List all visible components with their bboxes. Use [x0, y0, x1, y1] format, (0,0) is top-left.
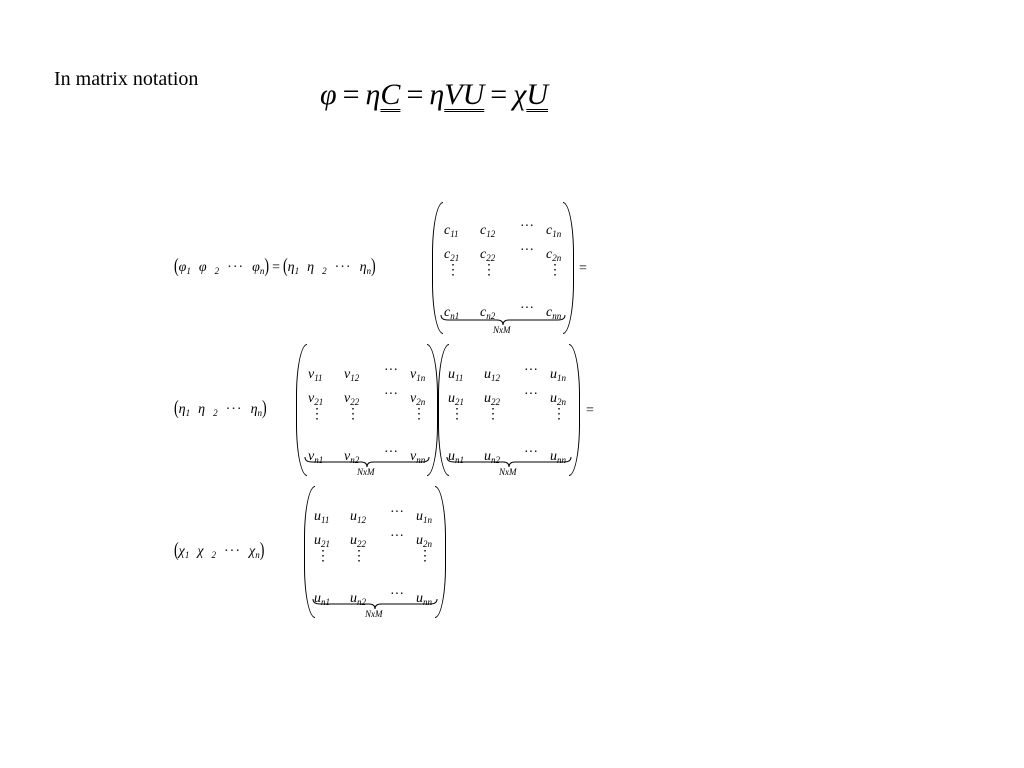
section-heading: In matrix notation	[54, 68, 199, 90]
matrix-element: $u_{2n}$	[416, 533, 432, 549]
matrix-vdots: ⋮	[486, 407, 500, 422]
matrix-element: $u_{1n}$	[416, 509, 432, 525]
matrix-element: $u_{1n}$	[550, 367, 566, 383]
matrix-element: $c_{2n}$	[546, 247, 562, 263]
matrix-element: $u_{n2}$	[484, 449, 500, 465]
matrix-element: $c_{11}$	[444, 223, 459, 239]
matrix-cdots: ···	[390, 505, 404, 520]
equals-sign: =	[342, 78, 360, 111]
matrix-element: $c_{n1}$	[444, 305, 460, 321]
row2-vector: ($\eta_1$ η $_2$ ··· $\eta_n$)	[174, 398, 267, 420]
row1-trailing-equals: =	[579, 261, 587, 276]
matrix-element: $u_{n1}$	[448, 449, 464, 465]
matrix-cdots: ···	[384, 363, 398, 378]
phi-symbol: φ	[320, 78, 337, 111]
matrix-element: $c_{12}$	[480, 223, 496, 239]
matrix-element: $v_{n1}$	[308, 449, 324, 465]
matrix-vdots: ⋮	[548, 263, 562, 278]
matrix-element: $u_{11}$	[448, 367, 464, 383]
matrix-vdots: ⋮	[352, 549, 366, 564]
matrix-element: $u_{22}$	[484, 391, 500, 407]
brace-label-c: NxM	[493, 325, 511, 335]
matrix-U: U	[526, 78, 549, 111]
matrix-element: $v_{2n}$	[410, 391, 426, 407]
matrix-vdots: ⋮	[310, 407, 324, 422]
matrix-cdots: ···	[384, 445, 398, 460]
matrix-vdots: ⋮	[316, 549, 330, 564]
matrix-element: $c_{22}$	[480, 247, 496, 263]
matrix-cdots: ···	[524, 387, 538, 402]
matrix-vdots: ⋮	[552, 407, 566, 422]
equals-sign: =	[406, 78, 424, 111]
matrix-vdots: ⋮	[412, 407, 426, 422]
matrix-cdots: ···	[520, 219, 534, 234]
matrix-element: $u_{2n}$	[550, 391, 566, 407]
matrix-element: $u_{12}$	[350, 509, 366, 525]
matrix-element: $c_{n2}$	[480, 305, 496, 321]
row1-vectors: ($\varphi_1$ φ $_2$ ··· $\varphi_n) = (\eta_1$ η $_2$ ··· $\eta_n$)	[174, 256, 376, 278]
underbrace-v	[304, 456, 430, 468]
matrix-cdots: ···	[384, 387, 398, 402]
underbrace-u-row2	[446, 456, 572, 468]
matrix-vdots: ⋮	[446, 263, 460, 278]
matrix-cdots: ···	[520, 301, 534, 316]
matrix-element: $v_{21}$	[308, 391, 324, 407]
main-equation	[320, 80, 548, 110]
brace-label-u-row3: NxM	[365, 609, 383, 619]
matrix-vdots: ⋮	[418, 549, 432, 564]
row2-trailing-equals: =	[586, 403, 594, 418]
matrix-cdots: ···	[524, 445, 538, 460]
matrix-element: $v_{n2}$	[344, 449, 360, 465]
matrix-element: $u_{12}$	[484, 367, 500, 383]
equals-sign: =	[490, 78, 508, 111]
matrix-element: $u_{22}$	[350, 533, 366, 549]
matrix-element: $v_{nn}$	[410, 449, 426, 465]
matrix-cdots: ···	[390, 529, 404, 544]
chi-symbol: χ	[513, 78, 527, 111]
matrix-element: $c_{nn}$	[546, 305, 562, 321]
matrix-element: $c_{1n}$	[546, 223, 562, 239]
matrix-cdots: ···	[520, 243, 534, 258]
brace-label-u-row2: NxM	[499, 467, 517, 477]
matrix-element: $u_{21}$	[314, 533, 330, 549]
underbrace-c	[440, 314, 566, 326]
matrix-element: $v_{22}$	[344, 391, 360, 407]
matrix-element: $c_{21}$	[444, 247, 460, 263]
matrix-vdots: ⋮	[482, 263, 496, 278]
matrix-element: $u_{11}$	[314, 509, 330, 525]
matrix-V: V	[444, 78, 463, 111]
matrix-element: $u_{n1}$	[314, 591, 330, 607]
matrix-cdots: ···	[390, 587, 404, 602]
eta-symbol: η	[429, 78, 445, 111]
brace-label-v: NxM	[357, 467, 375, 477]
matrix-element: $v_{1n}$	[410, 367, 426, 383]
underbrace-u-row3	[312, 598, 438, 610]
matrix-element: $u_{n2}$	[350, 591, 366, 607]
matrix-vdots: ⋮	[450, 407, 464, 422]
matrix-element: $u_{nn}$	[416, 591, 432, 607]
matrix-element: $u_{nn}$	[550, 449, 566, 465]
matrix-vdots: ⋮	[346, 407, 360, 422]
row3-vector: ($\chi_1$ χ $_2$ ··· $\chi_n$)	[174, 540, 265, 562]
matrix-element: $v_{12}$	[344, 367, 360, 383]
matrix-element: $u_{21}$	[448, 391, 464, 407]
matrix-C: C	[380, 78, 401, 111]
matrix-U: U	[462, 78, 485, 111]
matrix-cdots: ···	[524, 363, 538, 378]
eta-symbol: η	[365, 78, 381, 111]
matrix-element: $v_{11}$	[308, 367, 323, 383]
